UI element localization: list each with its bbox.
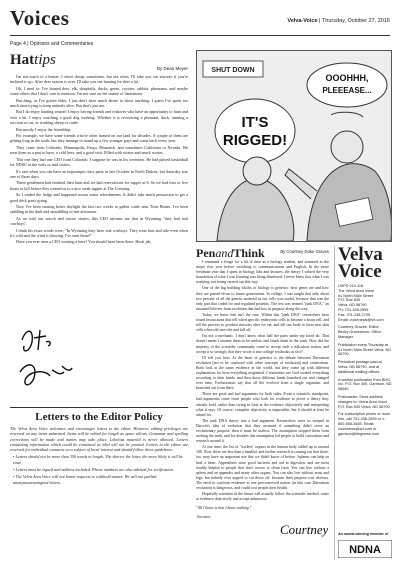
hat-tips-column — [10, 52, 188, 402]
pen-title-end: Think — [233, 246, 265, 260]
contact-info: For subscription prices or more info, call 701-338-2599 or 1-800-658-3485. Email: voicenews@srt.com or garrison@bhgnews.com — [338, 412, 391, 436]
handwritten-signature — [278, 518, 328, 540]
award-line: An award-winning member of — [338, 532, 389, 536]
list-item: • Letters must be signed and address included. Phone numbers are also advised for verification. — [13, 467, 188, 472]
pen-and-think-byline: By Courtney Duke Graves — [280, 249, 329, 254]
paragraph: It's rare when you can have an impromptu class party in late October in North Dakota, but Saturday was one of those days. — [10, 168, 188, 179]
publication-info: Publication every Thursday at #1 North Main Street Velva, ND 58790. — [338, 342, 391, 357]
letters-policy-intro: The Velva Area Voice welcomes and encourages letters to the editor. However, editing privileges are reserved on any items submitted. Items will be edited for length as space allows. Grammar and spelling corrections will be made and names may take place. Libelous material is never allowed. Letters containing information which could be construed as libel will not be printed. Letters to the editor are reserved for individual comment on a subject of local interest and should follow these guidelines: — [10, 426, 188, 453]
paragraph: I'm not much of a hunter. I shoot cheap, sometimes, but not often. I'll take you out anyway if you're inclined to go. After deer season is over, I'll take you out hunting for deer a lot. — [10, 74, 188, 85]
paragraph: But I do enjoy hunting season! I enjoy having friends and relatives who have an opportunity to hunt and visit a bit. I enjoy watching a good dog working. Whether it is recovering a pheasant, duck, running a raccoon or cat, or working sheep or cattle. — [10, 109, 188, 126]
address-line: Email: voicenews@srt.com — [338, 317, 384, 322]
address-line: Ph: 701-338-2599 — [338, 307, 369, 312]
paragraph: For example, we have some friends who're often hunted on our land for decades. A couple of them are getting long in the tooth, but they manage to round up a few younger guys and come back every year. — [10, 133, 188, 144]
pen-title-main: Pen — [196, 246, 216, 260]
editorial-cartoon — [196, 50, 392, 242]
paragraph: I'm not a mechanic. I don't know what half the parts under my hood do. That doesn't mean I assume them to be useless and chuck them in the trash. How did the majority of the scientific community come to accept such a ridiculous notion, and accept it so strongly that they wrote it into college textbooks as fact? — [196, 334, 329, 354]
paragraph: Have you ever seen a CEO wearing a beer? You should have been there. Hook jab. — [16, 239, 152, 245]
signature-text: Courtney — [280, 522, 328, 537]
hat-tips-title-main: Hat — [10, 52, 35, 68]
cartoon-illustration — [197, 51, 392, 242]
staff-block — [338, 325, 392, 339]
paragraph: Now I've been starting better daylight the last two weeks to gather cattle near Twin Buttes. I've been saddling in the dark and unsaddling in late afternoon. — [10, 203, 188, 215]
address-line: #1 North Main Street — [338, 293, 374, 298]
paragraph: But mostly I enjoy the friendship. — [16, 126, 72, 132]
paragraph: At one time, the list of "useless" organs in the human body added up to around 100. Now, there are less than a handful, and further research is coming out that those, too, may have an important use that we didn't know of before. Spleens can help us heal a heart. Appendixes store good bacteria and aid in digestion, and are most readily helpful to people that don't access to clean food. You can live without a spleen and an appendix and many other organs. You can also live without arms and legs, but nobody ever argued to cut those off, because their purpose was obvious. The need to conform evidence to one preconceived notion (in this case Darwinian evolution) is dangerous, and could cost people their health. — [196, 445, 329, 491]
address-line: USPS 019-116 — [338, 284, 364, 288]
paragraph: These gentlemen had finished their hunt and we had reservations for supper at 6. So we had four or five hours to kill before they treated us to a nice steak supper at The Crossing. — [10, 180, 188, 191]
letters-policy-box — [10, 407, 188, 559]
cartoon-bubble-ooh: OOOHHH, — [325, 73, 369, 83]
handwritten-signature — [16, 320, 76, 400]
masthead-name-2: Voice — [338, 261, 382, 282]
paragraph: I think his exact words were, "In Wyoming they have real cowboys. They wear hats and ride even when it's cold and the wind is blowing. I've seen those!" — [10, 227, 188, 238]
postage-info: Periodical postage paid at Velva, ND 58790, and at additional mailing offices. — [338, 360, 382, 374]
cartoon-sign: SHUT DOWN — [211, 67, 255, 74]
pen-title-sub: and — [215, 246, 234, 260]
paper-dateline: Velva-Voice | Thursday, October 27, 2016 — [287, 18, 390, 24]
address-line: P.O. Box 630 — [338, 298, 361, 303]
pen-and-think-column — [196, 246, 329, 560]
letters-policy-title: Letters to the Editor Policy — [35, 411, 163, 423]
hat-tips-body — [10, 74, 188, 246]
address-block — [338, 284, 392, 322]
address-line: Fax: 701-338-2705 — [338, 312, 371, 317]
pen-and-think-body — [196, 260, 329, 520]
list-item: • The Velva Area Voice will not honor requests to withhold names. We will not publish anonymous/unsigned letters. — [13, 474, 188, 485]
cartoon-bubble-rigged: RIGGED! — [222, 132, 288, 149]
paragraph: Oh, I used to; I've hunted deer, elk, sharptails, ducks, geese, coyotes, rabbits, pheasants, and maybe some others that I don't care to mention. I'm not sure on the statute of limitations. — [10, 85, 188, 97]
paragraph: Hopefully scientists in the future will actually follow the scientific method, come at evidence objectively and accept unknowns. — [196, 492, 329, 502]
paragraph: They come from Colorado, Minneapolis, Fargo, Bismarck, and sometimes California or Nevada. We treat them as a part to have, a cold beer, and a good visit. Filled with stories and snack stories. — [10, 144, 188, 156]
address-line: The Velva Area Voice — [338, 288, 375, 293]
ndna-logo — [338, 540, 392, 558]
masthead-details — [338, 284, 392, 436]
section-title: Voices — [10, 6, 70, 30]
closing-quote: "All I know is that I know nothing." — [196, 506, 252, 511]
paragraph: These are good and bad arguments for both sides. From a scientific standpoint, bad arguments come from people who look for evidence to prove a theory they already hold, rather than trying to look at the evidence objectively and interpreting what it says. Of course, complete objectivity is impossible, but it should at least be aimed for. — [196, 392, 329, 417]
page-header — [10, 6, 390, 36]
masthead-column — [334, 246, 392, 560]
paragraph: So I raided the fridge and happened across some refreshments. It didn't take much persuasion to get a good deck party going. — [10, 192, 188, 203]
staff-line: Courtney Graves, Editor — [338, 325, 379, 330]
issue-date: | Thursday, October 27, 2016 — [317, 18, 390, 24]
paragraph: As we told our search and rescue stories, this CEO informs me that in Wyoming "they had real cowboys". — [10, 215, 188, 227]
list-item: • Letters should not be more than 350 words in length. The shorter the letter, the more likely it will be read. — [13, 454, 188, 465]
paragraph: One of the big building blocks of biology is genetics: how genes are and how they are passed down to future generations. In college, I was taught that only about two percent of all the genetic material in our cells was useful, because that was the only part that coded for and regulated proteins. The rest was termed "junk DNA," an assumed leftover from evolution that had lost its purpose along the way. — [196, 286, 329, 311]
paper-name: Velva — [287, 18, 302, 24]
subscription-info: A weekly publication from BHG, Inc. P.O. Box 309, Garrison, ND 58540 — [338, 377, 392, 392]
paragraph: Today, we know that isn't the case. Within this "junk DNA" researchers have found instructions that tell when specific embryonic cells to become a brain cell, and tell the process so produce muscles after we eat, and tell our body to form new skin cells when old ones die and fall off. — [196, 312, 329, 333]
paragraph: But dang, as I've gotten older, I just don't have much desire to shoot anything. I guess I've spent too much time trying to keep animals alive. But that's just me. — [10, 97, 188, 109]
cartoon-bubble-please: PLEEEASE... — [322, 86, 372, 95]
cartoon-bubble-its: IT'S — [241, 114, 269, 131]
masthead-title — [338, 246, 392, 280]
hat-tips-title-sub: tips — [34, 52, 56, 68]
quote-attribution: -Socrates — [196, 515, 211, 520]
ndna-logo-text: NDNA — [349, 544, 381, 556]
paper-name-2: Voice — [303, 18, 318, 24]
staff-line: Becky Gravestrom, Office Manager — [338, 330, 382, 339]
paragraph: The junk DNA theory was a bad argument. Researchers were so steeped in Darwin's idea of evolution that they assumed if something didn't serve an evolutionary purpose, then it must be useless. The assumption stopped them from seeking the truth, and for decades this assumption led people to build curriculum and research around it. — [196, 418, 329, 444]
paragraph: I'll tell you how. At the heart of genetics is the debate between Darwinian evolution (not to be confused with other concepts of evolution) and creationism. Both look at the same evidence in the world, but they come up with different explanations for how everything originated. Creationists see God created everything according to their kinds, and then those different kinds branched out and changed over time. Evolutionists say that all life evolved from a single organism, and branched out from there. — [196, 355, 329, 391]
paragraph: This one they had one CEO from Colorado. I suppose he was in his seventies. He had played basketball for NDSU in the early or mid sixties. — [10, 156, 188, 168]
letters-policy-rules — [10, 454, 188, 484]
page-subline: Page 4 | Opinions and Commentaries — [10, 41, 94, 47]
address-line: Velva, ND 58790 — [338, 303, 367, 308]
hat-tips-byline: By Dean Meyer — [156, 66, 188, 71]
paragraph: I remained a fringe for a bit of time as a biology student, and assumed as the major first year before switching to communications and English. In the more freshman year that I spent in biology labs and lectures, the theory I valued the very foundation of what I was learning was being dismissed. I never knew that what I was studying was being carried out this way. — [196, 260, 329, 285]
postmaster-info: Postmaster: Send address changes to: Velva Area Voice P.O. Box 630 Velva, ND 58790 — [338, 394, 390, 409]
masthead-name-1: Velva — [338, 244, 383, 265]
